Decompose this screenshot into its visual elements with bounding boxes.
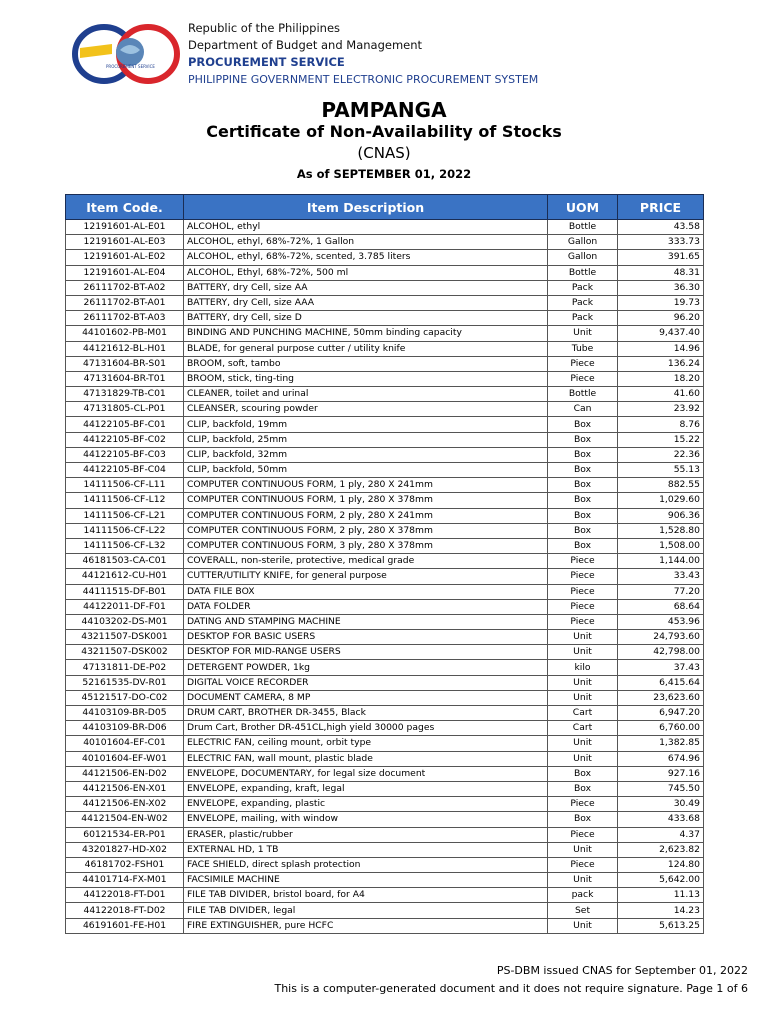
table-body [66,220,704,934]
price-cell: 453.96 [618,614,704,629]
item-description-cell: FILE TAB DIVIDER, bristol board, for A4 [184,888,548,903]
table-row [66,326,704,341]
price-cell: 68.64 [618,599,704,614]
uom-cell: Unit [548,675,618,690]
uom-cell: Gallon [548,250,618,265]
item-description-cell: Drum Cart, Brother DR-451CL,high yield 30000 pages [184,721,548,736]
item-description-cell: COMPUTER CONTINUOUS FORM, 2 ply, 280 X 378mm [184,523,548,538]
table-row [66,690,704,705]
item-description-cell: DIGITAL VOICE RECORDER [184,675,548,690]
uom-cell: Pack [548,295,618,310]
price-cell: 14.96 [618,341,704,356]
price-cell: 333.73 [618,235,704,250]
table-row [66,721,704,736]
item-description-cell: CLIP, backfold, 19mm [184,417,548,432]
header-item-code: Item Code. [66,195,184,220]
item-code-cell: 47131829-TB-C01 [66,387,184,402]
uom-cell: Box [548,478,618,493]
item-code-cell: 44121506-EN-X02 [66,797,184,812]
item-code-cell: 43201827-HD-X02 [66,842,184,857]
certificate-abbr: (CNAS) [357,144,411,162]
table-row [66,660,704,675]
item-description-cell: CLEANER, toilet and urinal [184,387,548,402]
item-description-cell: ELECTRIC FAN, wall mount, plastic blade [184,751,548,766]
uom-cell: Box [548,766,618,781]
item-description-cell: BATTERY, dry Cell, size AAA [184,295,548,310]
item-description-cell: CLEANSER, scouring powder [184,402,548,417]
item-description-cell: BLADE, for general purpose cutter / utility knife [184,341,548,356]
item-code-cell: 14111506-CF-L12 [66,493,184,508]
uom-cell: Piece [548,857,618,872]
uom-cell: Unit [548,630,618,645]
item-code-cell: 26111702-BT-A01 [66,295,184,310]
item-description-cell: CLIP, backfold, 50mm [184,463,548,478]
table-row [66,569,704,584]
price-cell: 9,437.40 [618,326,704,341]
price-cell: 5,613.25 [618,918,704,933]
service-line: PROCUREMENT SERVICE [188,55,345,69]
item-description-cell: ENVELOPE, expanding, plastic [184,797,548,812]
uom-cell: Can [548,402,618,417]
item-code-cell: 12191601-AL-E03 [66,235,184,250]
logo-text: PROCUREMENT SERVICE [106,64,155,69]
uom-cell: Piece [548,356,618,371]
table-row [66,766,704,781]
item-code-cell: 40101604-EF-C01 [66,736,184,751]
table-row [66,402,704,417]
table-row [66,675,704,690]
header-price: PRICE [618,195,704,220]
price-cell: 1,382.85 [618,736,704,751]
item-description-cell: COVERALL, non-sterile, protective, medical grade [184,554,548,569]
uom-cell: Piece [548,614,618,629]
item-code-cell: 44101602-PB-M01 [66,326,184,341]
item-code-cell: 14111506-CF-L32 [66,538,184,553]
price-cell: 5,642.00 [618,873,704,888]
price-cell: 1,528.80 [618,523,704,538]
table-row [66,599,704,614]
item-description-cell: ENVELOPE, DOCUMENTARY, for legal size document [184,766,548,781]
table-row [66,857,704,872]
item-code-cell: 44122105-BF-C03 [66,447,184,462]
table-row [66,781,704,796]
item-code-cell: 44122105-BF-C04 [66,463,184,478]
price-cell: 745.50 [618,781,704,796]
table-row [66,432,704,447]
price-cell: 2,623.82 [618,842,704,857]
table-row [66,417,704,432]
uom-cell: Unit [548,326,618,341]
item-description-cell: EXTERNAL HD, 1 TB [184,842,548,857]
table-row [66,614,704,629]
item-description-cell: COMPUTER CONTINUOUS FORM, 1 ply, 280 X 241mm [184,478,548,493]
price-cell: 96.20 [618,311,704,326]
header-uom: UOM [548,195,618,220]
item-description-cell: BATTERY, dry Cell, size AA [184,280,548,295]
uom-cell: Pack [548,311,618,326]
item-code-cell: 52161535-DV-R01 [66,675,184,690]
item-description-cell: BATTERY, dry Cell, size D [184,311,548,326]
item-code-cell: 46181503-CA-C01 [66,554,184,569]
item-description-cell: BROOM, soft, tambo [184,356,548,371]
table-row [66,280,704,295]
price-cell: 55.13 [618,463,704,478]
uom-cell: Piece [548,554,618,569]
document-header [72,18,712,88]
price-cell: 22.36 [618,447,704,462]
uom-cell: Piece [548,599,618,614]
table-row [66,447,704,462]
system-line: PHILIPPINE GOVERNMENT ELECTRONIC PROCUREMENT SYSTEM [188,73,539,86]
item-description-cell: COMPUTER CONTINUOUS FORM, 1 ply, 280 X 378mm [184,493,548,508]
as-of-date [0,167,768,181]
uom-cell: Tube [548,341,618,356]
item-description-cell: ELECTRIC FAN, ceiling mount, orbit type [184,736,548,751]
item-code-cell: 47131604-BR-S01 [66,356,184,371]
agency-block [188,20,538,88]
item-code-cell: 44121506-EN-D02 [66,766,184,781]
item-code-cell: 46181702-FSH01 [66,857,184,872]
table-row [66,903,704,918]
item-code-cell: 44122018-FT-D02 [66,903,184,918]
province-title: PAMPANGA [321,98,447,122]
item-description-cell: ALCOHOL, ethyl [184,220,548,235]
table-row [66,478,704,493]
table-row [66,250,704,265]
item-code-cell: 60121534-ER-P01 [66,827,184,842]
uom-cell: Cart [548,721,618,736]
item-code-cell: 14111506-CF-L11 [66,478,184,493]
uom-cell: Set [548,903,618,918]
item-description-cell: ENVELOPE, mailing, with window [184,812,548,827]
table-row [66,584,704,599]
item-code-cell: 47131811-DE-P02 [66,660,184,675]
price-cell: 1,508.00 [618,538,704,553]
table-row [66,295,704,310]
price-cell: 391.65 [618,250,704,265]
uom-cell: Cart [548,706,618,721]
price-cell: 77.20 [618,584,704,599]
table-row [66,736,704,751]
table-row [66,554,704,569]
price-cell: 6,947.20 [618,706,704,721]
item-code-cell: 44122105-BF-C02 [66,432,184,447]
uom-cell: Bottle [548,387,618,402]
item-code-cell: 47131805-CL-P01 [66,402,184,417]
table-row [66,751,704,766]
item-code-cell: 26111702-BT-A02 [66,280,184,295]
table-row [66,706,704,721]
item-description-cell: CLIP, backfold, 25mm [184,432,548,447]
table-row [66,341,704,356]
table-row [66,842,704,857]
item-description-cell: COMPUTER CONTINUOUS FORM, 3 ply, 280 X 378mm [184,538,548,553]
price-cell: 43.58 [618,220,704,235]
uom-cell: Box [548,538,618,553]
item-description-cell: ERASER, plastic/rubber [184,827,548,842]
uom-cell: Box [548,508,618,523]
uom-cell: Bottle [548,220,618,235]
item-code-cell: 44122018-FT-D01 [66,888,184,903]
as-of-value: SEPTEMBER 01, 2022 [333,167,472,181]
price-cell: 6,760.00 [618,721,704,736]
table-row [66,918,704,933]
uom-cell: Piece [548,827,618,842]
item-code-cell: 44111515-DF-B01 [66,584,184,599]
item-code-cell: 44121612-BL-H01 [66,341,184,356]
item-description-cell: DATING AND STAMPING MACHINE [184,614,548,629]
item-code-cell: 14111506-CF-L22 [66,523,184,538]
table-row [66,265,704,280]
uom-cell: Box [548,493,618,508]
price-cell: 37.43 [618,660,704,675]
uom-cell: Box [548,463,618,478]
item-code-cell: 43211507-DSK002 [66,645,184,660]
price-cell: 8.76 [618,417,704,432]
uom-cell: Piece [548,584,618,599]
price-cell: 42,798.00 [618,645,704,660]
price-cell: 4.37 [618,827,704,842]
price-cell: 433.68 [618,812,704,827]
item-code-cell: 44121506-EN-X01 [66,781,184,796]
item-code-cell: 44121612-CU-H01 [66,569,184,584]
price-cell: 6,415.64 [618,675,704,690]
uom-cell: Unit [548,736,618,751]
table-row [66,827,704,842]
item-description-cell: DATA FOLDER [184,599,548,614]
uom-cell: Box [548,447,618,462]
uom-cell: Unit [548,873,618,888]
item-description-cell: FILE TAB DIVIDER, legal [184,903,548,918]
item-code-cell: 46191601-FE-H01 [66,918,184,933]
uom-cell: Piece [548,569,618,584]
item-code-cell: 45121517-DO-C02 [66,690,184,705]
table-row [66,235,704,250]
uom-cell: kilo [548,660,618,675]
price-cell: 124.80 [618,857,704,872]
table-row [66,645,704,660]
item-description-cell: ENVELOPE, expanding, kraft, legal [184,781,548,796]
department-line: Department of Budget and Management [188,38,423,52]
table-row [66,220,704,235]
item-description-cell: CUTTER/UTILITY KNIFE, for general purpose [184,569,548,584]
price-cell: 30.49 [618,797,704,812]
item-description-cell: DATA FILE BOX [184,584,548,599]
price-cell: 23.92 [618,402,704,417]
table-row [66,812,704,827]
item-code-cell: 26111702-BT-A03 [66,311,184,326]
item-description-cell: DESKTOP FOR BASIC USERS [184,630,548,645]
price-cell: 23,623.60 [618,690,704,705]
item-code-cell: 47131604-BR-T01 [66,371,184,386]
price-cell: 15.22 [618,432,704,447]
uom-cell: pack [548,888,618,903]
item-code-cell: 44122105-BF-C01 [66,417,184,432]
item-code-cell: 44122011-DF-F01 [66,599,184,614]
item-description-cell: FACSIMILE MACHINE [184,873,548,888]
item-description-cell: BROOM, stick, ting-ting [184,371,548,386]
table-row [66,493,704,508]
item-description-cell: DESKTOP FOR MID-RANGE USERS [184,645,548,660]
item-code-cell: 44103202-DS-M01 [66,614,184,629]
uom-cell: Gallon [548,235,618,250]
stocks-table [65,194,704,934]
as-of-label: As of [296,167,330,181]
header-item-description: Item Description [184,195,548,220]
price-cell: 41.60 [618,387,704,402]
price-cell: 24,793.60 [618,630,704,645]
uom-cell: Piece [548,371,618,386]
item-code-cell: 40101604-EF-W01 [66,751,184,766]
table-row [66,387,704,402]
item-code-cell: 12191601-AL-E04 [66,265,184,280]
price-cell: 36.30 [618,280,704,295]
price-cell: 14.23 [618,903,704,918]
uom-cell: Unit [548,842,618,857]
item-description-cell: DETERGENT POWDER, 1kg [184,660,548,675]
item-code-cell: 44103109-BR-D05 [66,706,184,721]
price-cell: 48.31 [618,265,704,280]
item-description-cell: DOCUMENT CAMERA, 8 MP [184,690,548,705]
uom-cell: Box [548,812,618,827]
price-cell: 19.73 [618,295,704,310]
table-row [66,463,704,478]
uom-cell: Unit [548,918,618,933]
price-cell: 1,029.60 [618,493,704,508]
item-code-cell: 44101714-FX-M01 [66,873,184,888]
uom-cell: Unit [548,751,618,766]
uom-cell: Pack [548,280,618,295]
price-cell: 1,144.00 [618,554,704,569]
table-row [66,523,704,538]
item-code-cell: 44121504-EN-W02 [66,812,184,827]
item-description-cell: COMPUTER CONTINUOUS FORM, 2 ply, 280 X 241mm [184,508,548,523]
item-description-cell: CLIP, backfold, 32mm [184,447,548,462]
certificate-title: Certificate of Non-Availability of Stocks [206,122,562,141]
price-cell: 11.13 [618,888,704,903]
table-row [66,630,704,645]
uom-cell: Box [548,523,618,538]
item-description-cell: ALCOHOL, Ethyl, 68%-72%, 500 ml [184,265,548,280]
uom-cell: Box [548,432,618,447]
item-description-cell: FACE SHIELD, direct splash protection [184,857,548,872]
procurement-service-logo [72,24,180,84]
republic-line: Republic of the Philippines [188,21,341,35]
table-row [66,888,704,903]
footer-note: This is a computer-generated document and it does not require signature. Page 1 of 6 [274,982,748,995]
item-code-cell: 14111506-CF-L21 [66,508,184,523]
table-row [66,797,704,812]
uom-cell: Unit [548,645,618,660]
price-cell: 882.55 [618,478,704,493]
table-row [66,356,704,371]
price-cell: 33.43 [618,569,704,584]
item-description-cell: DRUM CART, BROTHER DR-3455, Black [184,706,548,721]
table-row [66,508,704,523]
table-row [66,538,704,553]
item-description-cell: ALCOHOL, ethyl, 68%-72%, 1 Gallon [184,235,548,250]
price-cell: 927.16 [618,766,704,781]
item-description-cell: BINDING AND PUNCHING MACHINE, 50mm binding capacity [184,326,548,341]
footer-issued: PS-DBM issued CNAS for September 01, 2022 [496,964,748,977]
price-cell: 906.36 [618,508,704,523]
table-row [66,873,704,888]
uom-cell: Box [548,781,618,796]
item-description-cell: FIRE EXTINGUISHER, pure HCFC [184,918,548,933]
price-cell: 136.24 [618,356,704,371]
uom-cell: Bottle [548,265,618,280]
item-description-cell: ALCOHOL, ethyl, 68%-72%, scented, 3.785 liters [184,250,548,265]
price-cell: 674.96 [618,751,704,766]
uom-cell: Unit [548,690,618,705]
table-row [66,371,704,386]
uom-cell: Box [548,417,618,432]
table-header-row [66,195,704,220]
item-code-cell: 12191601-AL-E02 [66,250,184,265]
item-code-cell: 43211507-DSK001 [66,630,184,645]
price-cell: 18.20 [618,371,704,386]
uom-cell: Piece [548,797,618,812]
item-code-cell: 44103109-BR-D06 [66,721,184,736]
item-code-cell: 12191601-AL-E01 [66,220,184,235]
table-row [66,311,704,326]
